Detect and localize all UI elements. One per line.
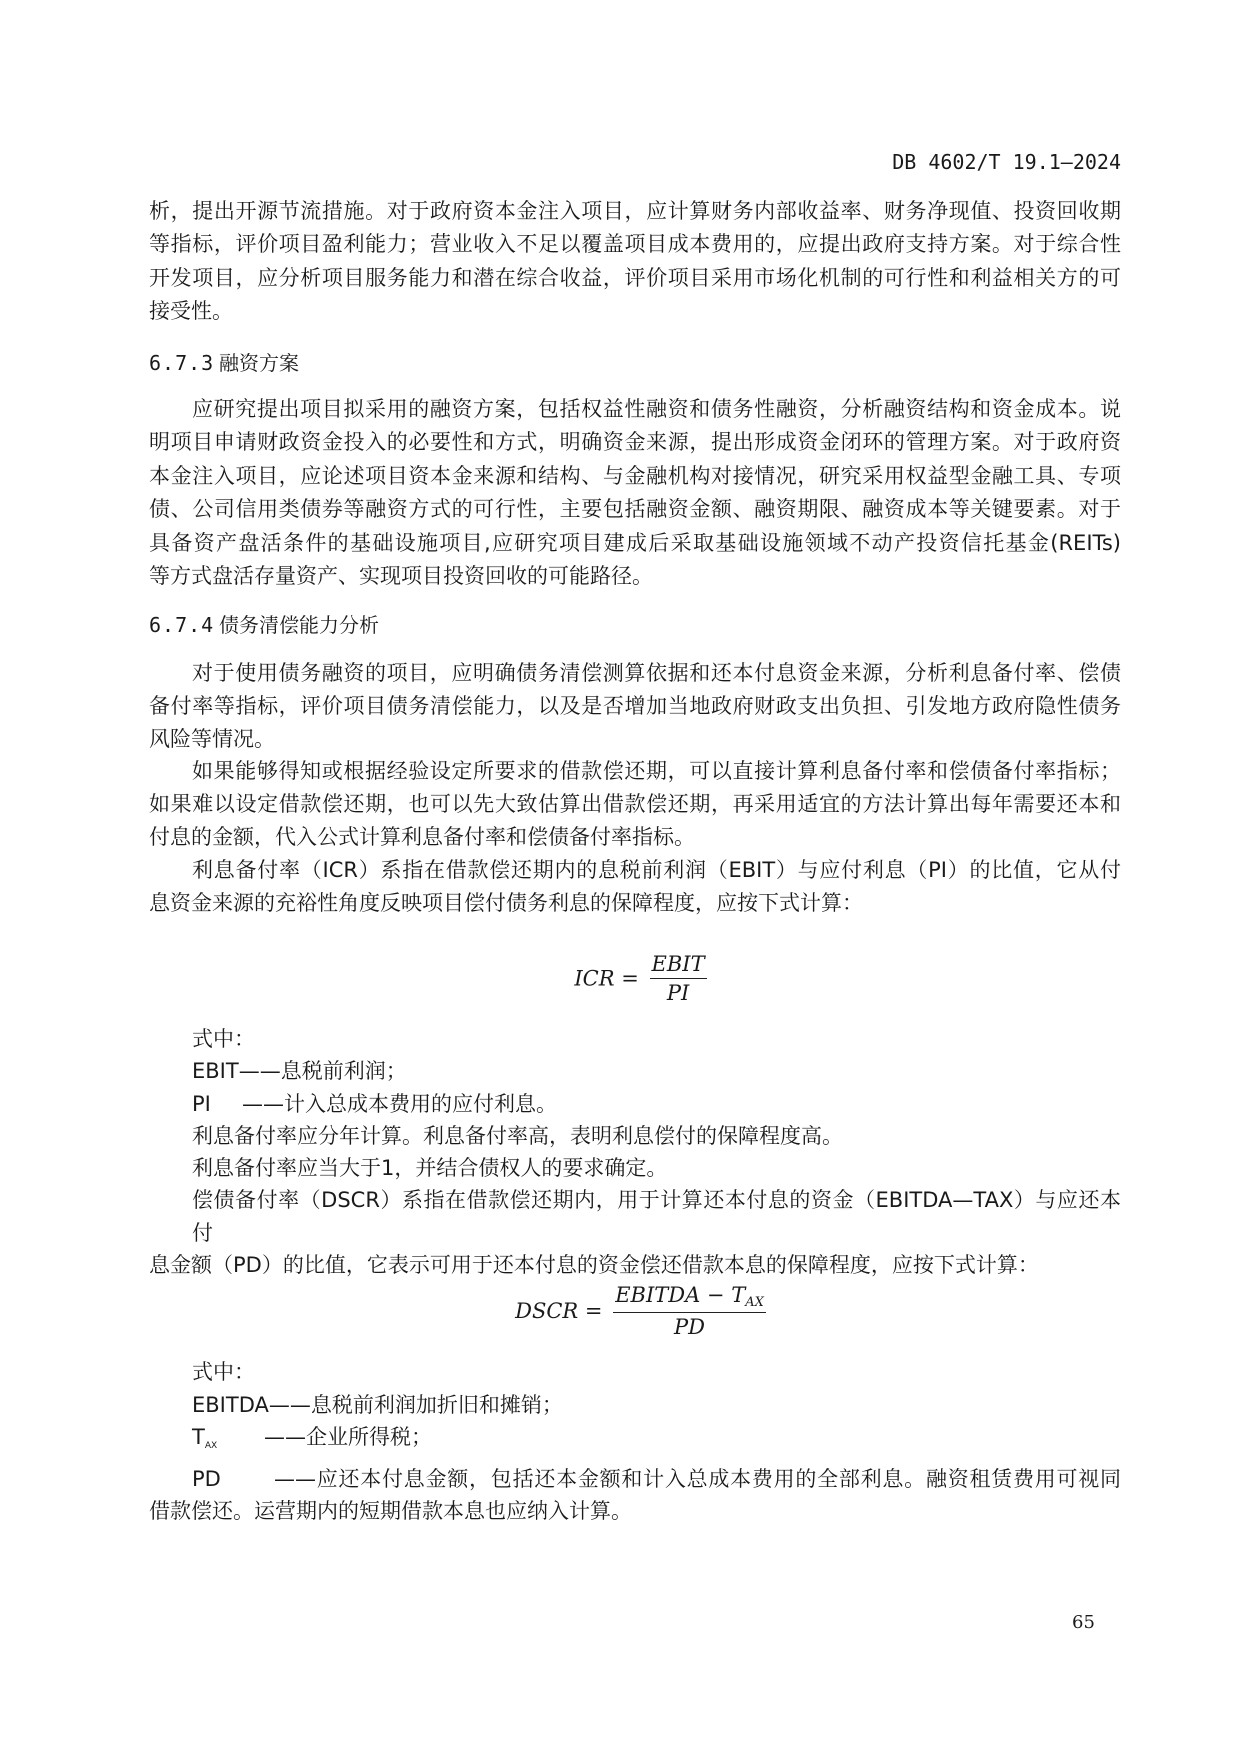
term-desc: ——息税前利润加折旧和摊销； xyxy=(268,1392,563,1417)
term-desc: ——计入总成本费用的应付利息。 xyxy=(242,1091,557,1116)
definition-ebitda xyxy=(149,1389,1121,1422)
term: EBIT xyxy=(192,1059,239,1084)
text-line: 如果能够得知或根据经验设定所要求的借款偿还期，可以直接计算利息备付率和偿债备付率指标； xyxy=(192,759,1121,784)
term: PI xyxy=(192,1091,211,1116)
text-line: 利息备付率应当大于1，并结合债权人的要求确定。 xyxy=(192,1156,668,1181)
term xyxy=(192,1421,264,1463)
term-desc: ——企业所得税； xyxy=(264,1425,432,1449)
paragraph-financing-plan xyxy=(149,393,1121,593)
text-line: 如果难以设定借款偿还期，也可以先大致估算出借款偿还期，再采用适宜的方法计算出每年需要还本和 xyxy=(149,792,1121,817)
term: PD xyxy=(192,1466,221,1491)
text-line: 等指标，评价项目盈利能力；营业收入不足以覆盖项目成本费用的，应提出政府支持方案。对于综合性 xyxy=(149,232,1121,257)
text-line: 接受性。 xyxy=(149,299,233,324)
section-title: 债务清偿能力分析 xyxy=(219,613,379,637)
numerator-subscript: AX xyxy=(745,1295,764,1310)
definition-pd xyxy=(149,1463,1121,1496)
numerator xyxy=(613,1283,766,1313)
definition-pi xyxy=(149,1088,1121,1120)
formula-lhs: ICR = xyxy=(574,966,639,991)
text-line: 利息备付率应分年计算。利息备付率高，表明利息偿付的保障程度高。 xyxy=(192,1123,843,1148)
text-line: 对于使用债务融资的项目，应明确债务清偿测算依据和还本付息资金来源，分析利息备付率、偿债 xyxy=(192,661,1121,685)
text-line: 具备资产盘活条件的基础设施项目,应研究项目建成后采取基础设施领域不动产投资信托基金(REITs) xyxy=(149,530,1121,555)
term-subscript: AX xyxy=(204,1441,218,1451)
dscr-formula xyxy=(0,1283,1241,1339)
numerator: EBIT xyxy=(650,952,707,979)
text-line: 析，提出开源节流措施。对于政府资本金注入项目，应计算财务内部收益率、财务净现值、投资回收期 xyxy=(149,199,1121,223)
term-desc: ——息税前利润； xyxy=(238,1059,407,1084)
term-desc: ——应还本付息金额，包括还本金额和计入总成本费用的全部利息。融资租赁费用可视同 xyxy=(274,1466,1121,1491)
text-line: 债、公司信用类债券等融资方式的可行性，主要包括融资金额、融资期限、融资成本等关键要素。对于 xyxy=(149,497,1121,522)
text-line: 息金额（PD）的比值，它表示可用于还本付息的资金偿还借款本息的保障程度，应按下式计算： xyxy=(149,1253,1039,1278)
text-line: 等方式盘活存量资产、实现项目投资回收的可能路径。 xyxy=(149,564,653,589)
document-code-header: DB 4602/T 19.1—2024 xyxy=(892,150,1121,174)
section-number: 6.7.3 xyxy=(149,351,215,375)
fraction xyxy=(650,952,707,1005)
term-main: T xyxy=(192,1425,205,1449)
text-line: 风险等情况。 xyxy=(149,726,275,751)
section-number: 6.7.4 xyxy=(149,613,215,637)
text-line: 偿债备付率（DSCR）系指在借款偿还期内，用于计算还本付息的资金（EBITDA—TAX）与应还本付 xyxy=(192,1188,1121,1245)
dscr-definitions xyxy=(149,1356,1121,1528)
term: EBITDA xyxy=(192,1392,269,1417)
icr-formula xyxy=(0,952,1241,1005)
text-line: 利息备付率（ICR）系指在借款偿还期内的息税前利润（EBIT）与应付利息（PI）的比值，它从付 xyxy=(192,857,1121,882)
section-title: 融资方案 xyxy=(219,351,299,375)
text-line: 付息的金额，代入公式计算利息备付率和偿债备付率指标。 xyxy=(149,824,695,849)
debt-analysis-paragraphs xyxy=(149,657,1121,919)
text-line: 借款偿还。运营期内的短期借款本息也应纳入计算。 xyxy=(149,1499,632,1523)
text-line: 本金注入项目，应论述项目资本金来源和结构、与金融机构对接情况，研究采用权益型金融工具、专项 xyxy=(149,463,1121,488)
denominator: PD xyxy=(674,1315,706,1339)
definition-tax xyxy=(149,1421,1121,1463)
icr-definitions xyxy=(149,1023,1121,1281)
fraction xyxy=(613,1283,766,1339)
text-line: 息资金来源的充裕性角度反映项目偿付债务利息的保障程度，应按下式计算： xyxy=(149,890,863,915)
text-line: 明项目申请财政资金投入的必要性和方式，明确资金来源，提出形成资金闭环的管理方案。对于政府资 xyxy=(149,430,1121,455)
numerator-main: EBITDA − T xyxy=(615,1283,746,1307)
denominator: PI xyxy=(666,981,690,1005)
where-label: 式中： xyxy=(192,1027,255,1051)
text-line: 应研究提出项目拟采用的融资方案，包括权益性融资和债务性融资，分析融资结构和资金成本。说 xyxy=(192,397,1121,421)
where-label: 式中： xyxy=(192,1360,255,1384)
paragraph-profitability xyxy=(149,195,1121,329)
formula-lhs: DSCR = xyxy=(515,1299,603,1323)
text-line: 开发项目，应分析项目服务能力和潜在综合收益，评价项目采用市场化机制的可行性和利益相关方的可 xyxy=(149,265,1121,290)
text-line: 备付率等指标，评价项目债务清偿能力，以及是否增加当地政府财政支出负担、引发地方政府隐性债务 xyxy=(149,693,1121,718)
page-number: 65 xyxy=(1072,1612,1095,1633)
section-heading-6-7-4 xyxy=(149,609,1121,642)
section-heading-6-7-3 xyxy=(149,347,1121,380)
definition-ebit xyxy=(149,1055,1121,1087)
